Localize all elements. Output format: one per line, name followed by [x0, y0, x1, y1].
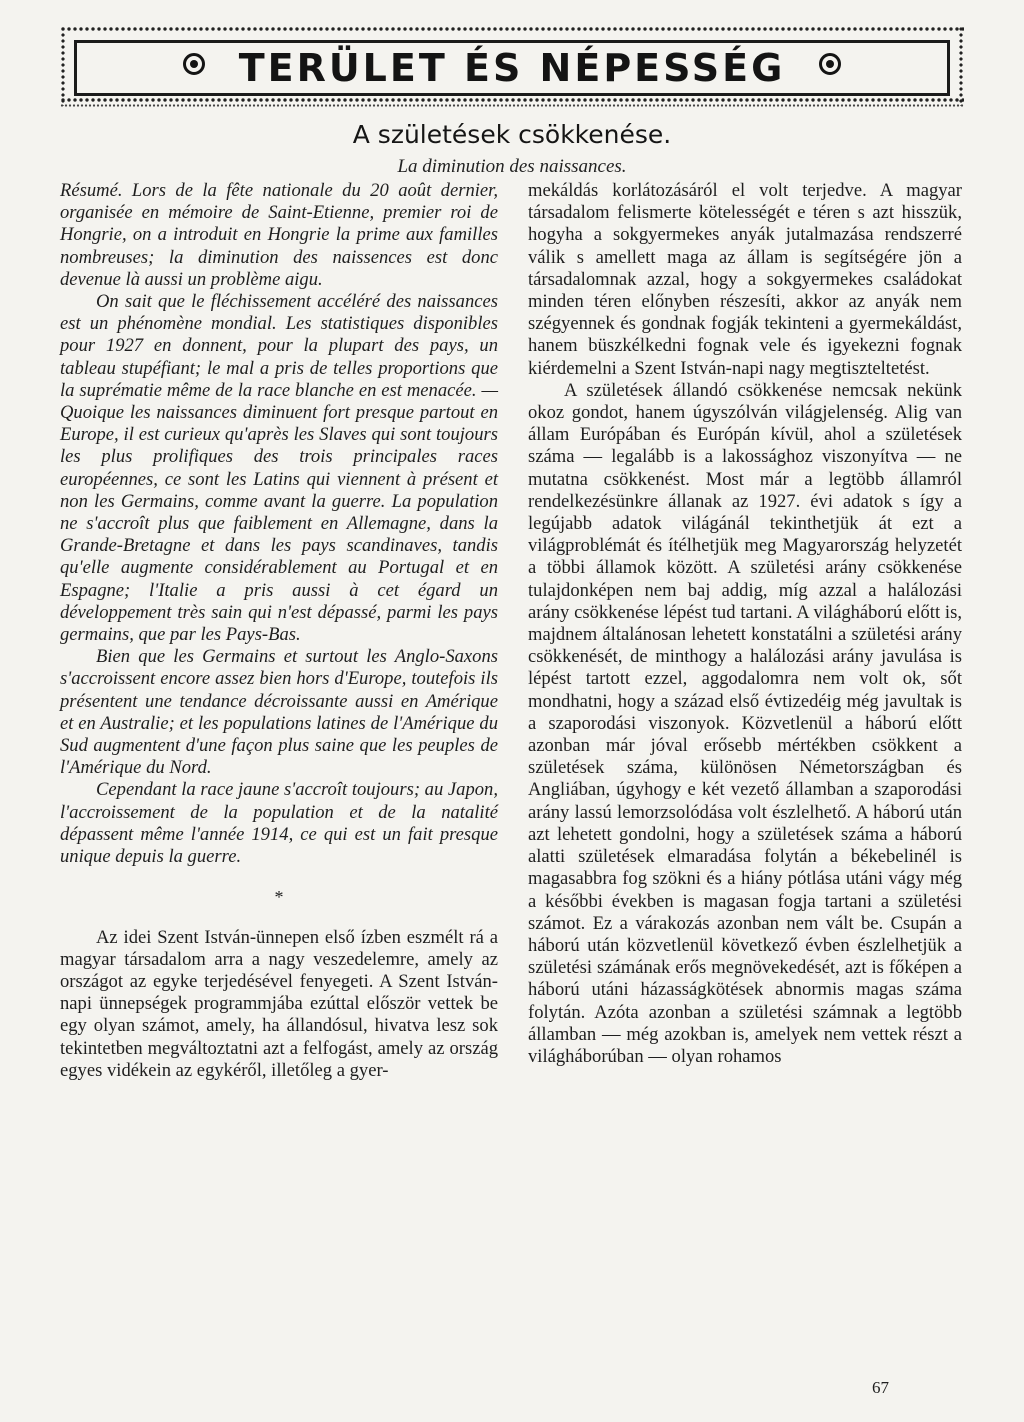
body-paragraph-2: A születések állandó csökkenése nemcsak nekünk okoz gondot, hanem úgyszólván világjelenség. Alig van állam Európában és Európán kívül, ahol a születések száma — legalább is a lakossághoz viszonyítva — ne mutatna csökkenést. Most már a legtöbb államról rendelkezésünkre állanak az 1927. évi adatok s így a legújabb adatok világánál tekinthetjük át ezt a világproblémát és ítélhetjük meg Magyarország helyzetét a többi államok között. A születési arány csökkenése tulajdonképen nem baj addig, míg azzal a halálozási arány csökkenése lépést tud tartani. A világháború előtt is, majdnem általánosan lehetett konstatálni a születési arány csökkenését, de minthogy a halálozási arány javulása is lépést tartott ezzel, aggodalomra nem volt ok, sőt mondhatni, hogy a század első évtizedéig még javultak is a szaporodási viszonyok. Közvetlenül a háború előtt azonban már jóval erősebb mértékben csökkent a születések száma, különösen Németországban és Angliában, úgyhogy e két vezető államban a szaporodási arány lassú lemorzsolódása volt észlelhető. A háború után azt lehetett gondolni, hogy a születések száma a háború alatti születések elmaradása folytán a békebelinél is magasabbra fog szökni és a hiány pótlása utáni vágy még a későbbi években is magasan fogja tartani a születési számot. Ez a várakozás azonban nem vált be. Csupán a háború után közvetlenül következő évben észlelhetjük a születési számának erős megnövekedését, azt is főképen a háború utáni házasságkötések abnormis magas száma folytán. Azóta azonban a születési számnak a legtöbb államban — még azokban is, amelyek nem vettek részt a világháborúban — olyan rohamos	[528, 379, 962, 1067]
resume-paragraph: Cependant la race jaune s'accroît toujours; au Japon, l'accroissement de la population et de la natalité dépassent même l'année 1914, ce qui est un fait presque unique depuis la guerre.	[60, 779, 498, 868]
article-subtitle: La diminution des naissances.	[397, 156, 627, 177]
circle-ornament-icon	[183, 53, 205, 75]
body-paragraph-1	[60, 927, 498, 1082]
body-text-right-part: mekáldás korlátozásáról el volt terjedve. A magyar társadalom felismerte kötelességét e téren s azt hisszük, hogyha a sokgyermekes anyák jutalmazása rendszerré válik s amellett maga az állam is segítségére jön a társadalomnak azzal, hogy a sokgyermekes családokat minden téren előnyben részesíti, akkor az anyák nem szégyennek és gondnak fogják tekinteni a gyermekáldást, hanem büszkélkedni fognak vele és igyekezni fognak kiérdemelni a Szent István-napi nagy megtiszteltetést.	[528, 180, 962, 379]
body-text-left-part: Az idei Szent István-ünnepen első ízben eszmélt rá a magyar társadalom arra a nagy veszedelemre, amely az országot az egyke terjedésével fenyegeti. A Szent István-napi ünnepségek programmjába ezúttal először vettek be egy olyan számot, amely, ha állandósul, hivatva lesz sok tekintetben megváltoztatni azt a felfogást, amely az ország egyes vidékein az egykéről, illetőleg a gyer-	[60, 926, 498, 1081]
circle-ornament-icon	[819, 53, 841, 75]
right-column	[528, 180, 962, 1068]
resume-paragraph: Bien que les Germains et surtout les Anglo-Saxons s'accroissent encore assez bien hors d'Europe, toutefois ils présentent une tendance décroissante aussi en Amérique et en Australie; et les populations latines de l'Amérique du Sud augmentent d'une façon plus saine que les peuples de l'Amérique du Nord.	[60, 646, 498, 779]
body-paragraph-1-continued	[528, 180, 962, 380]
section-title: TERÜLET ÉS NÉPESSÉG	[238, 46, 786, 90]
hungarian-text-start	[60, 927, 498, 1082]
article-title: A születések csökkenése.	[352, 120, 672, 149]
header-dot-border-top	[60, 26, 964, 32]
section-separator: *	[274, 887, 284, 908]
header-dot-border-bottom-fine	[60, 104, 964, 107]
resume-paragraph: Résumé. Lors de la fête nationale du 20 août dernier, organisée en mémoire de Saint-Etienne, premier roi de Hongrie, on a introduit en Hongrie la prime aux familles nombreuses; la diminution des naissences est donc devenue là aussi un problème aigu.	[60, 180, 498, 290]
hungarian-text-continued	[528, 180, 962, 1068]
section-header	[60, 26, 964, 106]
section-title-row	[60, 46, 964, 90]
page-number: 67	[872, 1378, 889, 1397]
french-resume	[60, 180, 498, 868]
left-column	[60, 180, 498, 1082]
resume-paragraph: On sait que le fléchissement accéléré des naissances est un phénomène mondial. Les statistiques disponibles pour 1927 en donnent, pour la plupart des pays, un tableau stupéfiant; le mal a pris de telles proportions que la suprématie même de la race blanche en est menacée. — Quoique les naissances diminuent fort presque partout en Europe, il est curieux qu'après les Slaves qui sont toujours les plus prolifiques des trois principales races européennes, ce sont les Latins qui viennent à présent et non les Germains, comme avant la guerre. La population ne s'accroît plus que faiblement en Allemagne, dans la Grande-Bretagne et dans les pays scandinaves, tandis qu'elle augmente considérablement au Portugal et en Espagne; l'Italie a pris aussi à cet égard un développement très sain qui n'est dépassé, parmi les pays germains, que par les Pays-Bas.	[60, 291, 498, 646]
header-dot-border-bottom	[60, 97, 964, 103]
